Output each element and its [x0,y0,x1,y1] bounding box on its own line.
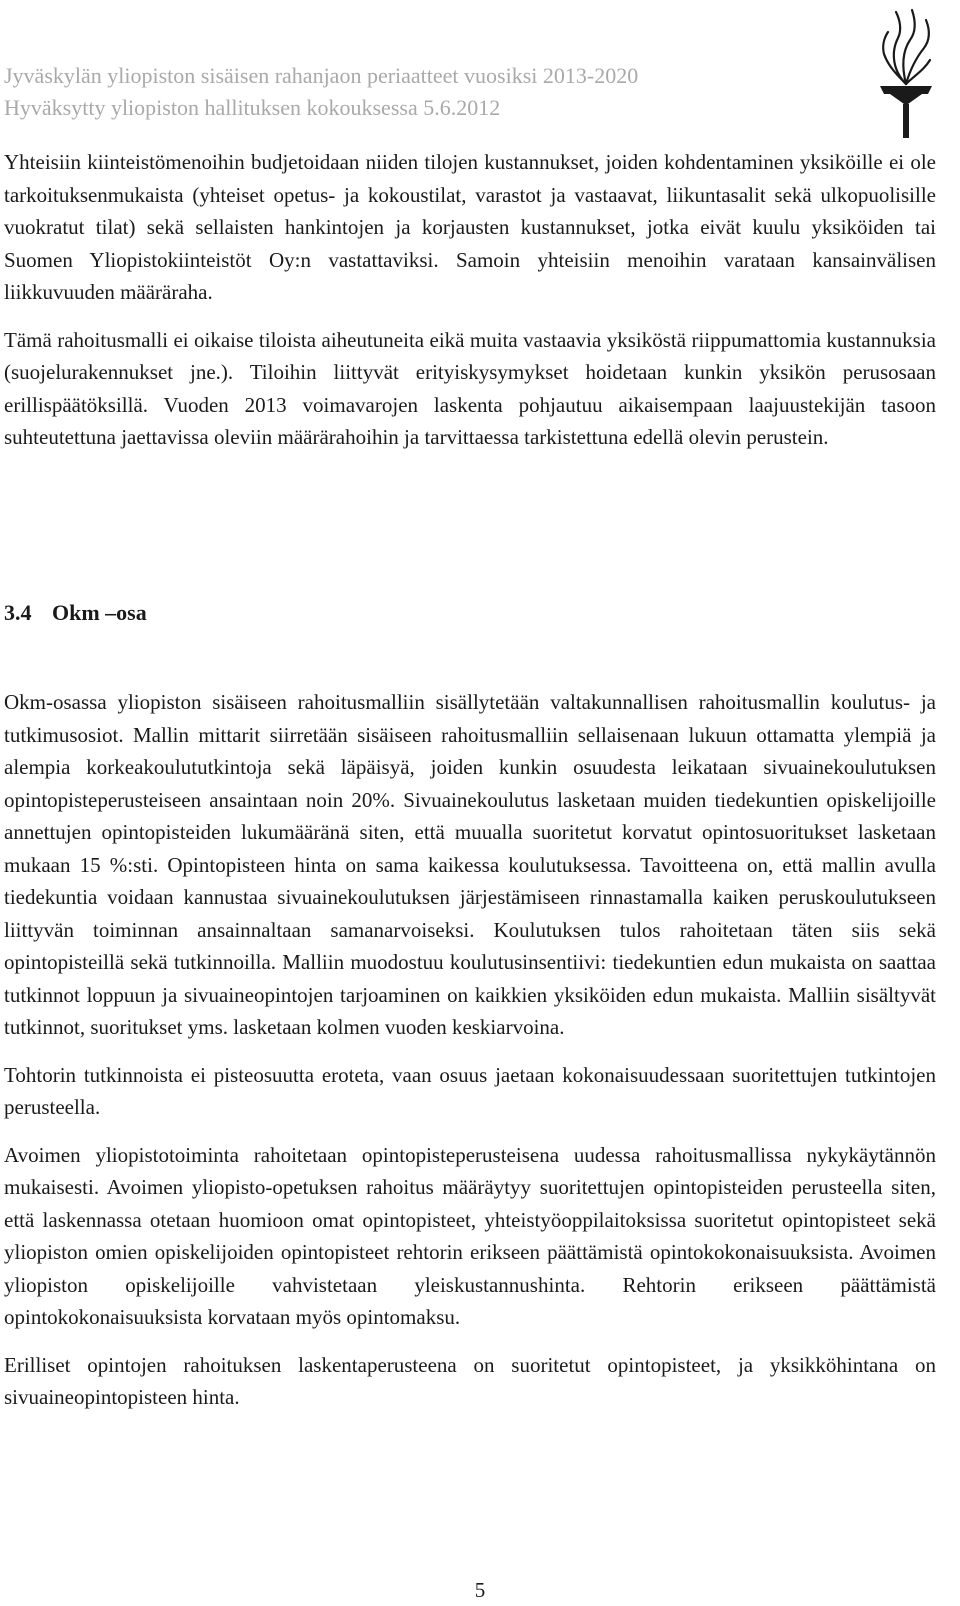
document-header [4,60,864,124]
page-number: 5 [474,1578,486,1602]
paragraph: Okm-osassa yliopiston sisäiseen rahoitusmalliin sisällytetään valtakunnallisen rahoitusmallin koulutus- ja tutkimusosiot. Mallin mittarit siirretään sisäiseen rahoitusmalliin sellaisenaan lukuun ottamatta ylempiä ja alempia korkeakoulututkintoja sekä läpäisyä, joiden kunkin osuudesta leikataan sivuainekoulutuksen opintopisteperusteiseen ansaintaan noin 20%. Sivuainekoulutus lasketaan muiden tiedekuntien opiskelijoille annettujen opintopisteiden lukumääränä siten, että muualla suoritetut korvatut opintosuoritukset lasketaan mukaan 15 %:sti. Opintopisteen hinta on sama kaikessa koulutuksessa. Tavoitteena on, että mallin avulla tiedekuntia voidaan kannustaa sivuainekoulutuksen järjestämiseen rinnastamalla kaiken peruskoulutukseen liittyvän toiminnan ansainnaltaan samanarvoiseksi. Koulutuksen tulos rahoitetaan täten siis sekä opintopisteillä sekä tutkinnoilla. Malliin muodostuu koulutusinsentiivi: tiedekuntien edun mukaista on saattaa tutkinnot loppuun ja sivuaineopintojen tarjoaminen on kaikkien yksiköiden edun mukaista. Malliin sisältyvät tutkinnot, suoritukset yms. lasketaan kolmen vuoden keskiarvoina. [4,690,936,1039]
paragraph: Avoimen yliopistotoiminta rahoitetaan opintopisteperusteisena uudessa rahoitusmallissa nykykäytännön mukaisesti. Avoimen yliopisto-opetuksen rahoitus määräytyy suoritettujen opintopisteiden perusteella siten, että laskennassa otetaan huomioon omat opintopisteet, yhteistyöoppilaitoksissa suoritetut opintopisteet sekä yliopiston omien opiskelijoiden opintopisteet rehtorin erikseen päättämistä opintokokonaisuuksista. Avoimen yliopiston opiskelijoille vahvistetaan yleiskustannushinta. Rehtorin erikseen päättämistä opintokokonaisuuksista korvataan myös opintomaksu. [4,1142,936,1329]
section-heading [4,600,147,626]
header-subtitle: Hyväksytty yliopiston hallituksen kokouksessa 5.6.2012 [4,95,501,120]
paragraph: Tämä rahoitusmalli ei oikaise tiloista aiheutuneita eikä muita vastaavia yksiköstä riippumattomia kustannuksia (suojelurakennukset jne.). Tiloihin liittyvät erityiskysymykset hoidetaan kunkin yksikön perusosaan erillispäätöksillä. Vuoden 2013 voimavarojen laskenta pohjautuu aikaisempaan laajuustekijän tasoon suhteutettuna jaettavissa oleviin määrärahoihin ja tarvittaessa tarkistettuna edellä olevin perustein. [4,327,936,449]
paragraph: Tohtorin tutkinnoista ei pisteosuutta eroteta, vaan osuus jaetaan kokonaisuudessaan suoritettujen tutkintojen perusteella. [4,1062,936,1119]
paragraph: Erilliset opintojen rahoituksen laskentaperusteena on suoritetut opintopisteet, ja yksikköhintana on sivuaineopintopisteen hinta. [4,1352,936,1409]
paragraph: Yhteisiin kiinteistömenoihin budjetoidaan niiden tilojen kustannukset, joiden kohdentaminen yksiköille ei ole tarkoituksenmukaista (yhteiset opetus- ja kokoustilat, varastot ja vastaavat, liikuntasalit sekä ulkopuolisille vuokratut tilat) sekä sellaisten hankintojen ja korjausten kustannukset, jotka eivät kuulu yksiköiden tai Suomen Yliopistokiinteistöt Oy:n vastattaviksi. Samoin yhteisiin menoihin varataan kansainvälisen liikkuvuuden määräraha. [4,150,936,304]
torch-icon [876,4,936,138]
body-text-section [4,686,936,1414]
header-title: Jyväskylän yliopiston sisäisen rahanjaon periaatteet vuosiksi 2013-2020 [4,63,639,88]
section-number: 3.4 [4,600,32,625]
section-title: Okm –osa [52,600,147,625]
body-text-top [4,146,936,454]
